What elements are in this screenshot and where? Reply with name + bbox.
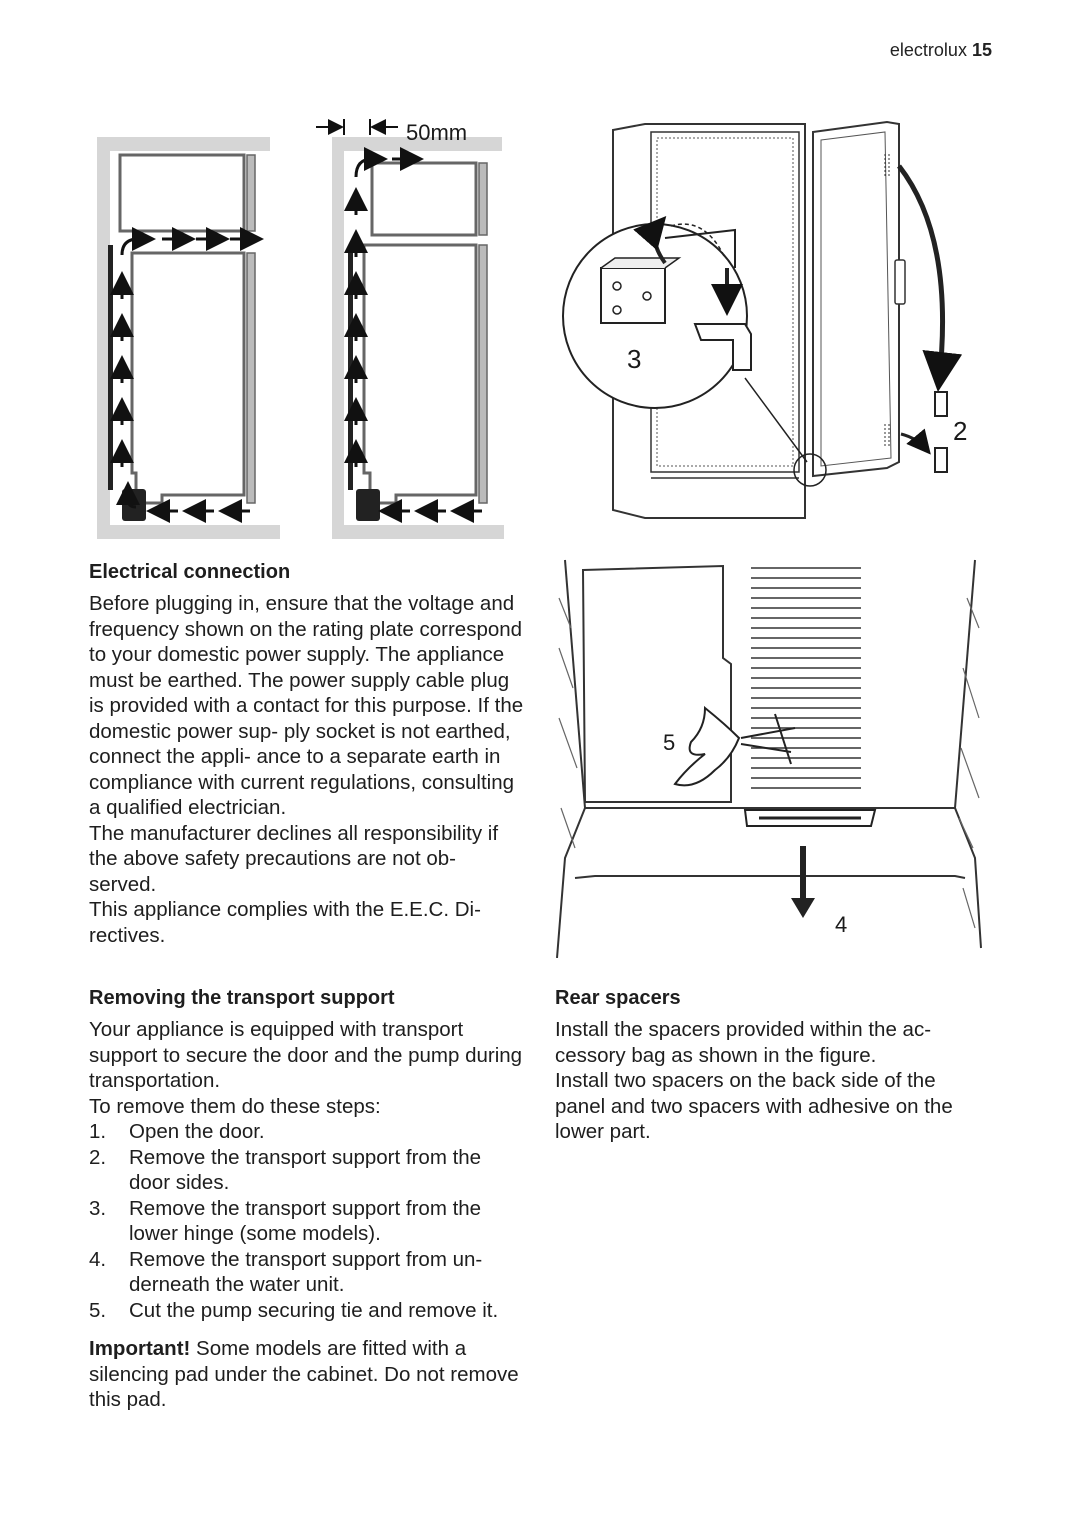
rear-spacers-title: Rear spacers — [555, 987, 681, 1009]
important-note — [89, 1336, 527, 1413]
list-item: 3. Remove the transport support from the lower hinge (some models). — [89, 1196, 482, 1245]
transport-support-section — [89, 986, 527, 1413]
rear-spacers-paragraph-1: Install the spacers provided within the ac- cessory bag as shown in the figure. — [555, 1018, 932, 1067]
electrical-paragraph-2: The manufacturer declines all responsibility if the above safety precautions are not ob- served. — [89, 821, 499, 896]
electrical-connection-section — [89, 560, 527, 948]
transport-support-title: Removing the transport support — [89, 987, 395, 1009]
list-item: 1. Open the door. — [89, 1120, 265, 1143]
electrical-paragraph-1: Before plugging in, ensure that the voltage and frequency shown on the rating plate correspond to your domestic power supply. The appliance must be earthed. The power supply cable plug is provided with a contact for this purpose. If the domestic power sup- ply socket is not earthed, connect the appli- ance to a separate earth in compliance with current regulations, consulting a qualified electrician. — [89, 592, 524, 819]
important-label: Important! — [89, 1337, 191, 1360]
list-item: 5. Cut the pump securing tie and remove it. — [89, 1298, 499, 1322]
transport-steps-list — [89, 1119, 527, 1323]
transport-paragraph-2: To remove them do these steps: — [89, 1094, 381, 1118]
electrical-paragraph-3: This appliance complies with the E.E.C. Di- rectives. — [89, 898, 481, 947]
brand-name: electrolux — [889, 40, 967, 60]
page-number: 15 — [971, 40, 992, 60]
list-item: 2. Remove the transport support from the door sides. — [89, 1145, 482, 1194]
list-item: 4. Remove the transport support from un- derneath the water unit. — [89, 1247, 483, 1296]
gap-label: 50mm — [406, 120, 468, 145]
base-pump-diagram — [555, 558, 985, 958]
electrical-connection-title: Electrical connection — [89, 561, 291, 583]
callout-2: 2 — [953, 416, 968, 446]
page-header — [890, 40, 992, 61]
important-text: Some models are fitted with a silencing pad under the cabinet. Do not remove this pad. — [89, 1337, 519, 1411]
rear-spacers-section — [555, 986, 987, 1145]
callout-4: 4 — [835, 912, 848, 937]
ventilation-diagram — [92, 115, 522, 545]
rear-spacers-paragraph-2: Install two spacers on the back side of the panel and two spacers with adhesive on the lower part. — [555, 1069, 953, 1143]
callout-5: 5 — [663, 730, 676, 755]
callout-3: 3 — [627, 344, 642, 374]
door-hinge-diagram — [555, 118, 985, 538]
transport-paragraph-1: Your appliance is equipped with transport support to secure the door and the pump during transportation. — [89, 1018, 523, 1092]
